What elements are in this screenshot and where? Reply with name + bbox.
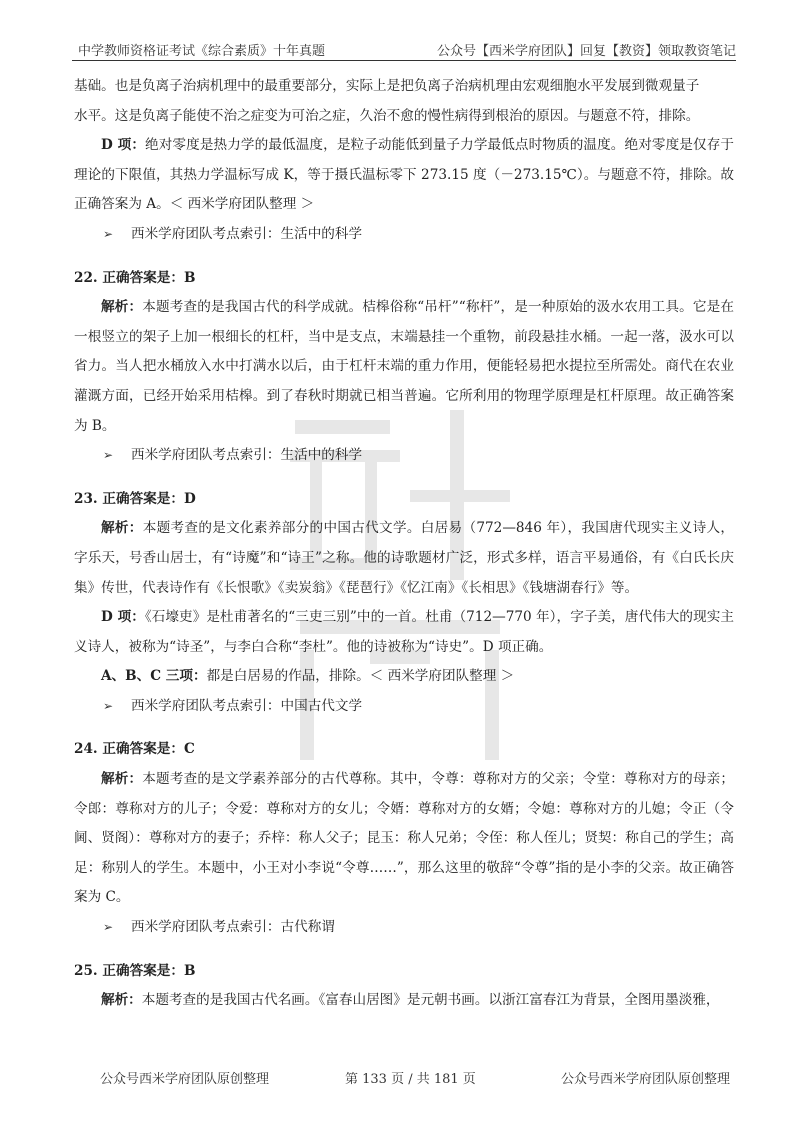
analysis-text: 本题考查的是文化素养部分的中国古代文学。白居易（772—846 年），我国唐代现实主义诗人，字乐天，号香山居士，有“诗魔”和“诗王”之称。他的诗歌题材广泛，形式多样，语言平易通俗，有《白氏长庆集》传世，代表诗作有《长恨歌》《卖炭翁》《琵琶行》《忆江南》《长相思》《钱塘湖春行》等。 [74,520,735,596]
index-bullet [103,441,734,471]
analysis-25 [74,986,734,1016]
option-label: A、B、C 三项： [101,668,207,685]
analysis-24 [74,765,734,913]
footer-left: 公众号西米学府团队原创整理 [100,1072,270,1087]
index-bullet [103,692,734,722]
page-footer [100,1068,730,1088]
index-text: 西米学府团队考点索引：中国古代文学 [131,697,363,714]
arrow-bullet-icon: ➢ [103,448,114,463]
analysis-23 [74,514,734,603]
index-bullet [103,913,734,943]
page-header [72,38,736,61]
analysis-label: 解析： [101,520,143,537]
option-label: D 项： [101,137,146,154]
index-text: 西米学府团队考点索引：古代称谓 [131,919,335,936]
option-abc-23 [74,662,734,692]
index-bullet [103,220,734,250]
page-content [74,72,734,1016]
option-label: D 项： [101,609,145,626]
analysis-text: 本题考查的是文学素养部分的古代尊称。其中，令尊：尊称对方的父亲；令堂：尊称对方的母亲；令郎：尊称对方的儿子；令爱：尊称对方的女儿；令婿：尊称对方的女婿；令媳：尊称对方的儿媳；令正（令阃、贤阁）：尊称对方的妻子；乔梓：称人父子；昆玉：称人兄弟；令侄：称人侄儿；贤契：称自己的学生；高足：称别人的学生。本题中，小王对小李说“令尊……”，那么这里的敬辞“令尊”指的是小李的父亲。故正确答案为 C。 [74,771,734,906]
analysis-label: 解析： [101,299,143,316]
option-text: 都是白居易的作品，排除。＜ 西米学府团队整理 ＞ [206,668,515,685]
option-text: 《石壕吏》是杜甫著名的“三吏三别”中的一首。杜甫（712—770 年），字子美，唐代伟大的现实主义诗人，被称为“诗圣”，与李白合称“李杜”。他的诗被称为“诗史”。D 项正确。 [74,609,734,655]
analysis-label: 解析： [101,771,143,788]
question-answer-23: 23. 正确答案是：D [74,490,196,507]
analysis-22 [74,293,734,441]
question-answer-25: 25. 正确答案是：B [74,962,196,979]
analysis-text: 本题考查的是我国古代的科学成就。桔槔俗称“吊杆”“称杆”，是一种原始的汲水农用工具。它是在一根竖立的架子上加一根细长的杠杆，当中是支点，末端悬挂一个重物，前段悬挂水桶。一起一落，汲水可以省力。当人把水桶放入水中打满水以后，由于杠杆末端的重力作用，便能轻易把水提拉至所需处。商代在农业灌溉方面，已经开始采用桔槔。到了春秋时期就已相当普遍。它所利用的物理学原理是杠杆原理。故正确答案为 B。 [74,299,735,434]
analysis-label: 解析： [101,992,142,1009]
arrow-bullet-icon: ➢ [103,698,114,713]
arrow-bullet-icon: ➢ [103,920,114,935]
option-d-23 [74,603,734,662]
analysis-text: 本题考查的是我国古代名画。《富春山居图》是元朝书画。以浙江富春江为背景，全图用墨淡雅， [141,992,720,1009]
index-text: 西米学府团队考点索引：生活中的科学 [131,447,363,464]
page-number: 第 133 页 / 共 181 页 [345,1072,476,1087]
footer-right: 公众号西米学府团队原创整理 [560,1072,730,1087]
arrow-bullet-icon: ➢ [103,226,114,241]
header-promo: 公众号【西米学府团队】回复【教资】领取教资笔记 [436,44,736,59]
option-d-explanation [74,131,734,220]
question-answer-24: 24. 正确答案是：C [74,741,195,758]
question-answer-22: 22. 正确答案是：B [74,269,196,286]
header-title: 中学教师资格证考试《综合素质》十年真题 [78,44,326,59]
option-text: 绝对零度是热力学的最低温度，是粒子动能低到量子力学最低点时物质的温度。绝对零度是仅存于理论的下限值，其热力学温标写成 K，等于摄氏温标零下 273.15 度（－273.15℃）。与题意不符，排除。故正确答案为 A。＜ 西米学府团队整理 ＞ [74,137,734,213]
index-text: 西米学府团队考点索引：生活中的科学 [131,225,363,242]
text-line: 基础。也是负离子治病机理中的最重要部分，实际上是把负离子治病机理由宏观细胞水平发展到微观量子 [74,78,700,94]
text-line: 水平。这是负离子能使不治之症变为可治之症，久治不愈的慢性病得到根治的原因。与题意不符，排除。 [74,107,700,124]
